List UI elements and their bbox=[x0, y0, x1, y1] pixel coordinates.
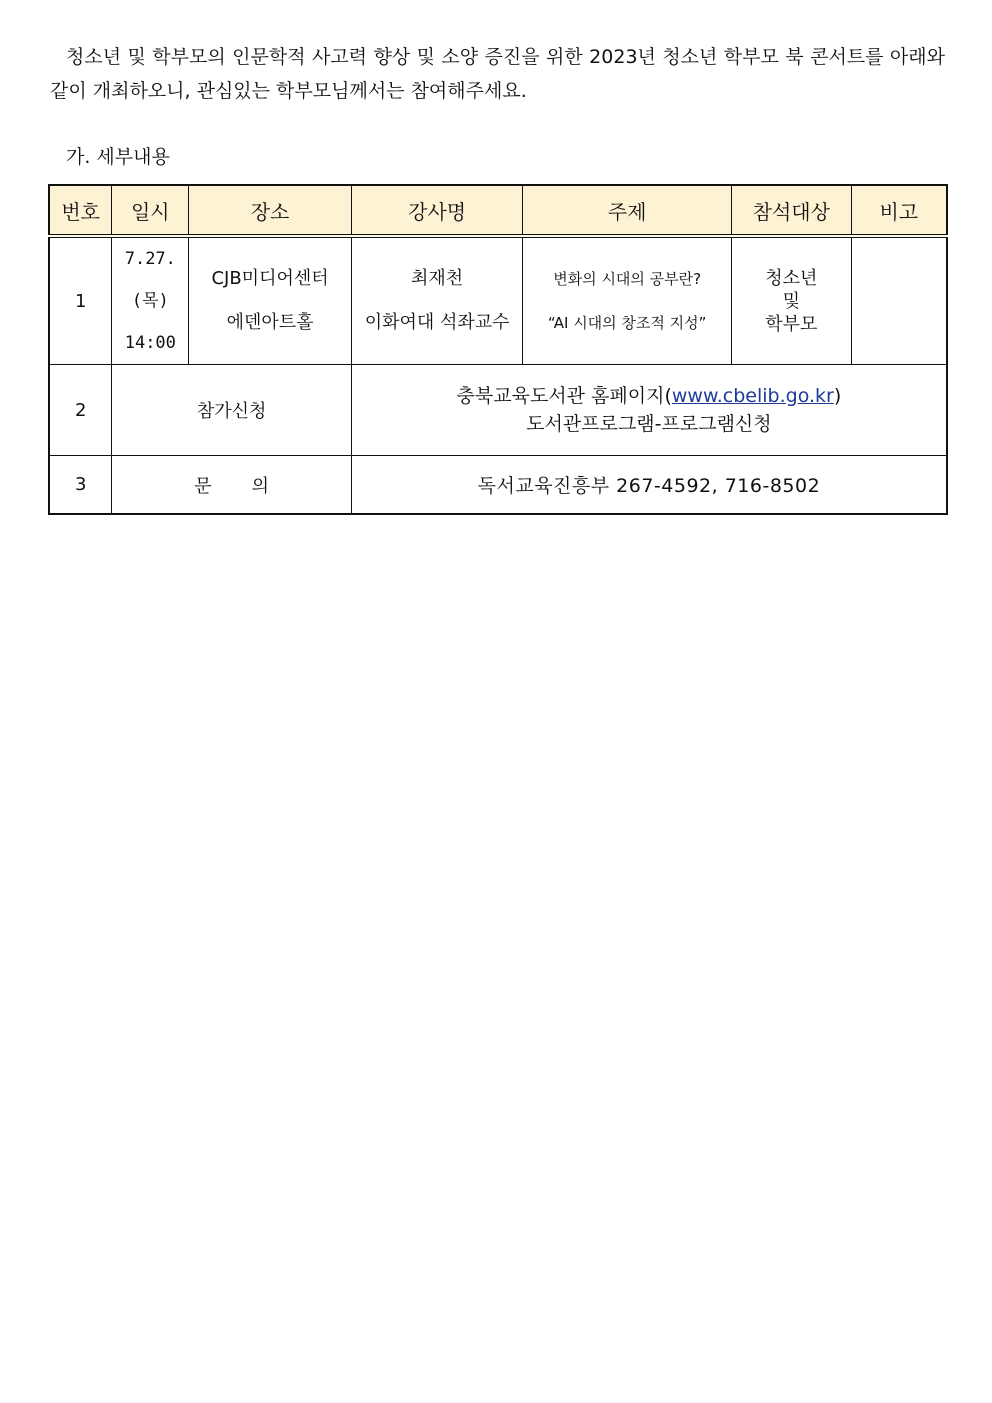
row1-place-line2: 에덴아트홀 bbox=[226, 312, 314, 333]
row2-content-suffix: ) bbox=[833, 385, 842, 407]
row2-label: 참가신청 bbox=[112, 365, 351, 456]
row1-topic-line2: “AI 시대의 창조적 지성” bbox=[547, 314, 707, 332]
row1-date-day: 7.27. bbox=[124, 249, 176, 269]
row1-target bbox=[731, 236, 851, 365]
header-date: 일시 bbox=[112, 185, 189, 236]
header-topic: 주제 bbox=[523, 185, 732, 236]
row1-topic bbox=[523, 236, 732, 365]
row1-place-line1: CJB미디어센터 bbox=[211, 268, 329, 289]
row2-content-prefix: 충북교육도서관 홈페이지( bbox=[456, 385, 672, 407]
row3-label-part2: 의 bbox=[251, 475, 269, 497]
table-header-row bbox=[49, 185, 947, 236]
section-title: 가. 세부내용 bbox=[66, 146, 170, 168]
table-row bbox=[49, 365, 947, 456]
row3-number: 3 bbox=[49, 456, 112, 515]
row1-date bbox=[112, 236, 189, 365]
row1-topic-line1: 변화의 시대의 공부란? bbox=[553, 270, 702, 288]
row2-content bbox=[351, 365, 947, 456]
row1-target-line1: 청소년 bbox=[765, 267, 818, 289]
row1-target-line3: 학부모 bbox=[765, 313, 818, 335]
table-row bbox=[49, 236, 947, 365]
row2-content-line1 bbox=[352, 382, 946, 410]
library-homepage-link[interactable]: www.cbelib.go.kr bbox=[671, 385, 834, 407]
header-number: 번호 bbox=[49, 185, 112, 236]
intro-paragraph: 청소년 및 학부모의 인문학적 사고력 향상 및 소양 증진을 위한 2023년 청소년 학부모 북 콘서트를 아래와 같이 개최하오니, 관심있는 학부모님께서는 참여해주세요. bbox=[50, 46, 945, 102]
table-row bbox=[49, 456, 947, 515]
row3-content: 독서교육진흥부 267-4592, 716-8502 bbox=[351, 456, 947, 515]
header-place: 장소 bbox=[189, 185, 352, 236]
row3-label bbox=[112, 456, 351, 515]
row1-number: 1 bbox=[49, 236, 112, 365]
row1-date-time: 14:00 bbox=[124, 333, 176, 353]
row1-place bbox=[189, 236, 352, 365]
header-lecturer: 강사명 bbox=[351, 185, 523, 236]
row1-date-weekday: (목) bbox=[131, 291, 169, 311]
header-note: 비고 bbox=[851, 185, 947, 236]
row1-target-line2: 및 bbox=[782, 290, 800, 312]
header-target: 참석대상 bbox=[731, 185, 851, 236]
row1-lecturer bbox=[351, 236, 523, 365]
row2-content-line2: 도서관프로그램-프로그램신청 bbox=[526, 413, 772, 435]
row1-lecturer-name: 최재천 bbox=[411, 268, 464, 289]
row2-number: 2 bbox=[49, 365, 112, 456]
row1-note bbox=[851, 236, 947, 365]
detail-table bbox=[48, 184, 948, 515]
row1-lecturer-title: 이화여대 석좌교수 bbox=[364, 312, 510, 333]
row3-label-part1: 문 bbox=[194, 475, 212, 497]
